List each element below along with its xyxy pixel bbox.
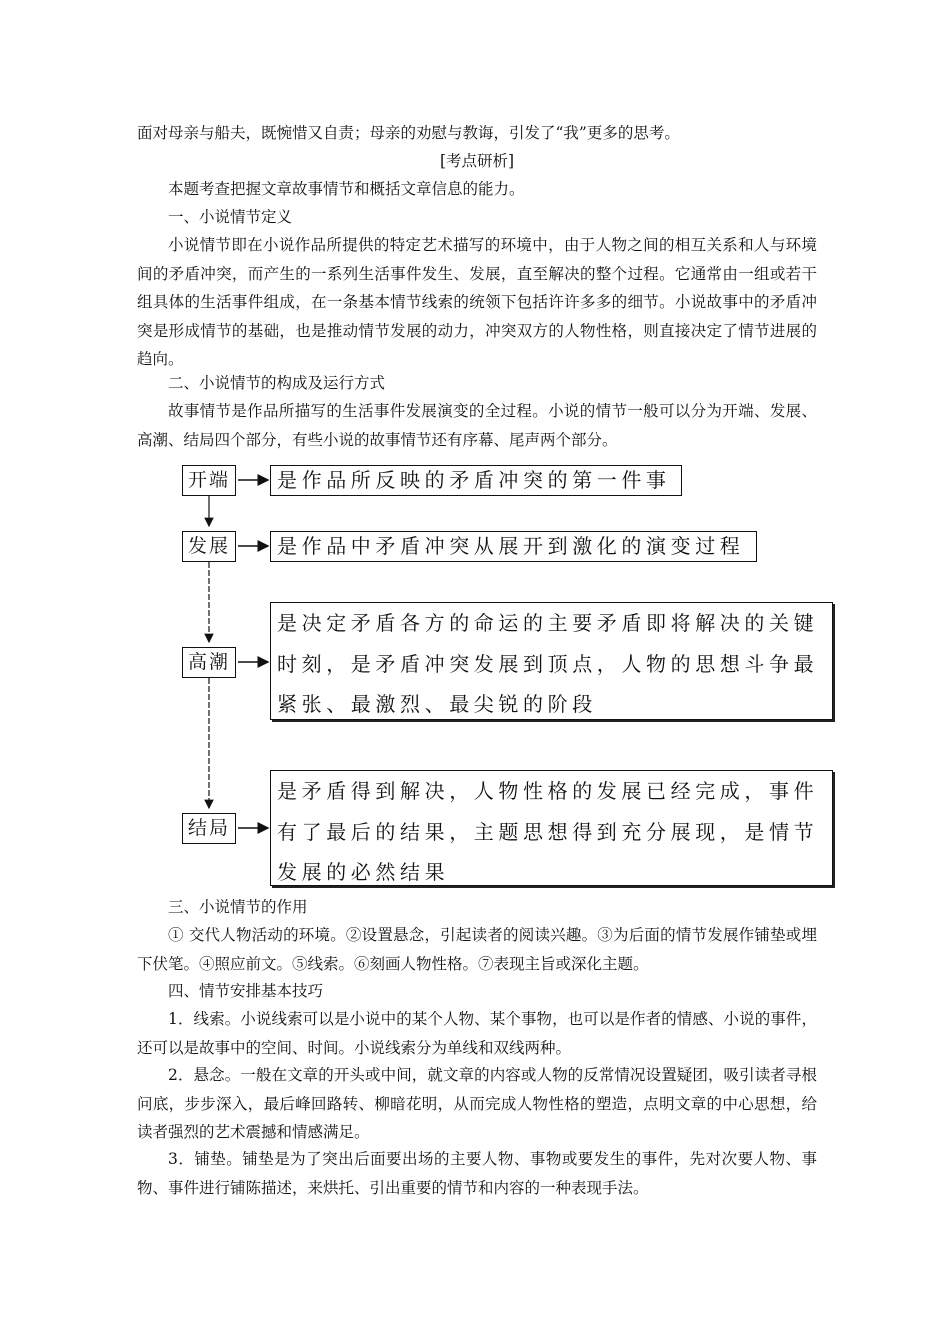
paragraph-plot-structure: 故事情节是作品所描写的生活事件发展演变的全过程。小说的情节一般可以分为开端、发展、高潮、结局四个部分，有些小说的故事情节还有序幕、尾声两个部分。 xyxy=(137,402,817,449)
paragraph-technique-suspense: 2．悬念。一般在文章的开头或中间，就文章的内容或人物的反常情况设置疑团，吸引读者寻根问底，步步深入，最后峰回路转、柳暗花明，从而完成人物性格的塑造，点明文章的中心思想，给读者强烈的艺术震撼和情感满足。 xyxy=(137,1066,817,1142)
paragraph-intro-tail: 面对母亲与船夫，既惋惜又自责；母亲的劝慰与教诲，引发了“我”更多的思考。 xyxy=(137,124,680,142)
paragraph-technique-foreshadow: 3．铺垫。铺垫是为了突出后面要出场的主要人物、事物或要发生的事件，先对次要人物、事物、事件进行铺陈描述，来烘托、引出重要的情节和内容的一种表现手法。 xyxy=(137,1150,817,1197)
stage-label-beginning: 开端 xyxy=(182,465,236,496)
stage-desc-beginning: 是作品所反映的矛盾冲突的第一件事 xyxy=(270,465,682,496)
heading-plot-techniques: 四、情节安排基本技巧 xyxy=(168,982,324,1000)
stage-desc-development: 是作品中矛盾冲突从展开到激化的演变过程 xyxy=(270,531,757,562)
paragraph-plot-definition: 小说情节即在小说作品所提供的特定艺术描写的环境中，由于人物之间的相互关系和人与环境间的矛盾冲突，而产生的一系列生活事件发生、发展，直至解决的整个过程。它通常由一组或若干组具体的生活事件组成，在一条基本情节线索的统领下包括许许多多的细节。小说故事中的矛盾冲突是形成情节的基础，也是推动情节发展的动力，冲突双方的人物性格，则直接决定了情节进展的趋向。 xyxy=(137,236,817,369)
heading-plot-definition: 一、小说情节定义 xyxy=(168,208,293,226)
stage-label-climax: 高潮 xyxy=(182,647,236,678)
stage-label-ending: 结局 xyxy=(182,813,236,844)
paragraph-technique-clue: 1．线索。小说线索可以是小说中的某个人物、某个事物，也可以是作者的情感、小说的事件，还可以是故事中的空间、时间。小说线索分为单线和双线两种。 xyxy=(137,1010,817,1057)
heading-plot-function: 三、小说情节的作用 xyxy=(168,898,308,916)
section-heading-analysis: [考点研析] xyxy=(439,152,515,170)
paragraph-plot-function: ① 交代人物活动的环境。②设置悬念，引起读者的阅读兴趣。③为后面的情节发展作铺垫或埋下伏笔。④照应前文。⑤线索。⑥刻画人物性格。⑦表现主旨或深化主题。 xyxy=(137,926,817,973)
heading-plot-structure: 二、小说情节的构成及运行方式 xyxy=(168,374,386,392)
plot-structure-diagram xyxy=(178,460,843,890)
stage-desc-ending: 是矛盾得到解决，人物性格的发展已经完成，事件有了最后的结果，主题思想得到充分展现，是情节发展的必然结果 xyxy=(270,770,833,886)
stage-desc-climax: 是决定矛盾各方的命运的主要矛盾即将解决的关键时刻，是矛盾冲突发展到顶点，人物的思想斗争最紧张、最激烈、最尖锐的阶段 xyxy=(270,602,833,720)
paragraph-purpose: 本题考查把握文章故事情节和概括文章信息的能力。 xyxy=(168,180,525,198)
stage-label-development: 发展 xyxy=(182,531,236,562)
